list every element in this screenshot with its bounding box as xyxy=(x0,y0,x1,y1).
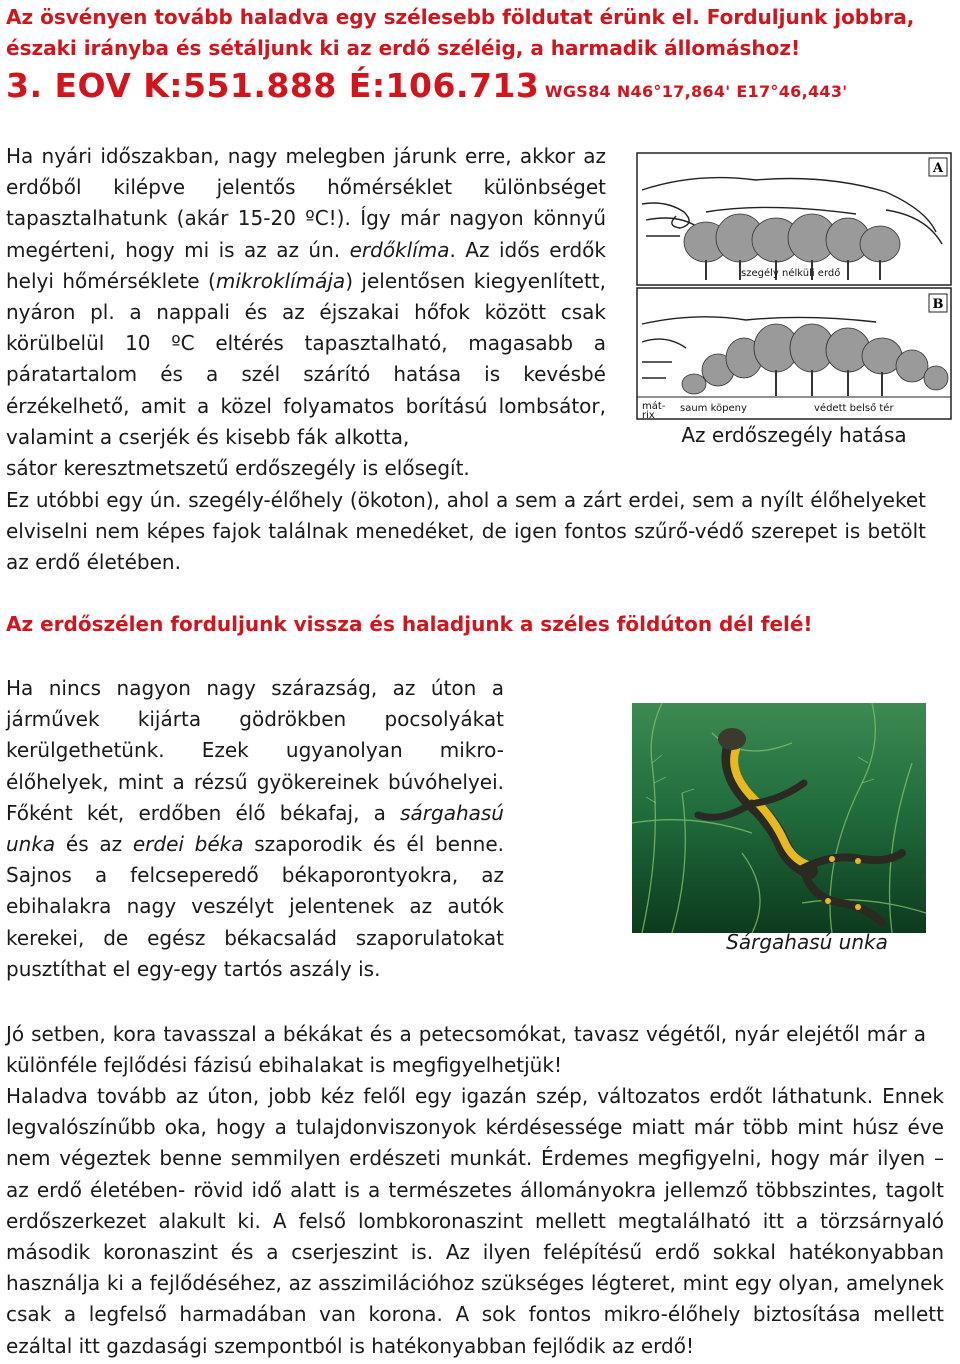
term-microclimate: mikroklímája xyxy=(215,268,346,293)
forest-edge-diagram xyxy=(636,152,952,420)
microclimate-paragraph xyxy=(6,141,606,453)
term-forest-climate: erdőklíma xyxy=(349,237,450,262)
wgs84-coordinates: WGS84 N46°17,864' E17°46,443' xyxy=(544,82,848,101)
water-background xyxy=(632,703,926,933)
ecotone-paragraph: Ez utóbbi egy ún. szegély-élőhely (ökoton), ahol a sem a zárt erdei, sem a nyílt élőhelyeket elviselni nem képes fajok találnak menedéket, de igen fontos szűrő-védő szerepet is betölt az erdő életében. xyxy=(6,488,926,575)
microclimate-paragraph-end: sátor keresztmetszetű erdőszegély is elősegít. xyxy=(6,456,470,480)
toad-photo xyxy=(632,703,926,933)
text-run: szaporodik és él benne. Sajnos a felcseperedő békaporontyokra, az ebihalakra nagy veszélyt jelentenek az autók kerekei, de egész békacsalád szaporulatokat pusztíthat el egy-egy tartós aszály is. xyxy=(6,832,504,981)
text-run: . Az idős erdők helyi hőmérséklete ( xyxy=(6,237,606,293)
forest-edge-caption: Az erdőszegély hatása xyxy=(681,423,907,447)
panel-a-frame xyxy=(637,153,951,285)
mantle-label: saum köpeny xyxy=(680,403,747,414)
species-yellow-bellied-toad: sárgahasú unka xyxy=(6,800,504,857)
frogs-paragraph xyxy=(6,673,504,985)
text-run: ) jelentősen kiegyenlített, nyáron pl. a nappali és az éjszakai hőfok között csak körülbelül 10 ºC eltérés tapasztalható, magasabb a páratartalom és a szél szárító hatása is kevésbé érzékelhető, amit a közel folyamatos borítású lombsátor, valamint a cserjék és kisebb fák alkotta, xyxy=(6,268,607,449)
no-edge-label: szegély nélküli erdő xyxy=(741,268,841,279)
station-coordinates xyxy=(6,66,847,105)
toad-photo-drawing xyxy=(632,703,926,933)
text-run: Ha nyári időszakban, nagy melegben járunk erre, akkor az erdőből kilépve jelentős hőmérséklet különbséget tapasztalhatunk (akár 15-20 ºC!). Így már nagyon könnyű megérteni, hogy mi is az az ún. xyxy=(6,144,606,262)
inner-space-label: védett belső tér xyxy=(814,403,894,414)
tadpole-paragraph: Jó setben, kora tavasszal a békákat és a petecsomókat, tavasz végétől, nyár elejétől már a különféle fejlődési fázisú ebihalakat is megfigyelhetjük! xyxy=(6,1022,926,1078)
matrix-label-1: mát- xyxy=(642,401,666,412)
panel-b-label: B xyxy=(932,297,944,312)
intro-instruction: Az ösvényen tovább haladva egy szélesebb földutat érünk el. Forduljunk jobbra, északi irányba és sétáljunk ki az erdő széléig, a harmadik állomáshoz! xyxy=(6,5,915,60)
text-run: és az xyxy=(55,832,133,857)
matrix-label-2: rix xyxy=(642,410,655,420)
forest-structure-paragraph: Haladva tovább az úton, jobb kéz felől egy igazán szép, változatos erdőt láthatunk. Ennek legvalószínűbb oka, hogy a tulajdonviszonyok kérdésessége miatt már több mint húsz éve nem végeztek benne semmilyen erdészeti munkát. Érdemes megfigyelni, hogy már ilyen – az erdő életében- rövid idő alatt is a természetes állományokra jellemző többszintes, tagolt erdőszerkezet alakult ki. A felső lombkoronaszint mellett megtalálható itt a törzsárnyaló második koronaszint és a cserjeszint is. Az ilyen felépítésű erdő sokkal hatékonyabban használja ki a fejlődéséhez, az asszimilációhoz szükséges légteret, mint egy olyan, amelynek csak a legfelső harmadában van korona. A sok fontos mikro-élőhely biztosítása mellett ezáltal itt gazdasági szempontból is hatékonyabban fejlődik az erdő! xyxy=(6,1084,944,1358)
text-run: Ha nincs nagyon nagy szárazság, az úton a járművek kijárta gödrökben pocsolyákat kerülgethetünk. Ezek ugyanolyan mikro-élőhelyek, mint a rézsű gyökereinek búvóhelyei. Főként két, erdőben élő békafaj, a xyxy=(6,676,504,825)
return-instruction: Az erdőszélen forduljunk vissza és haladjunk a széles földúton dél felé! xyxy=(6,612,813,636)
eov-coordinates: 3. EOV K:551.888 É:106.713 xyxy=(6,66,540,105)
toad-caption: Sárgahasú unka xyxy=(726,930,888,954)
species-agile-frog: erdei béka xyxy=(132,832,244,857)
forest-edge-diagram-drawing xyxy=(636,152,952,420)
panel-a-label: A xyxy=(932,161,944,176)
